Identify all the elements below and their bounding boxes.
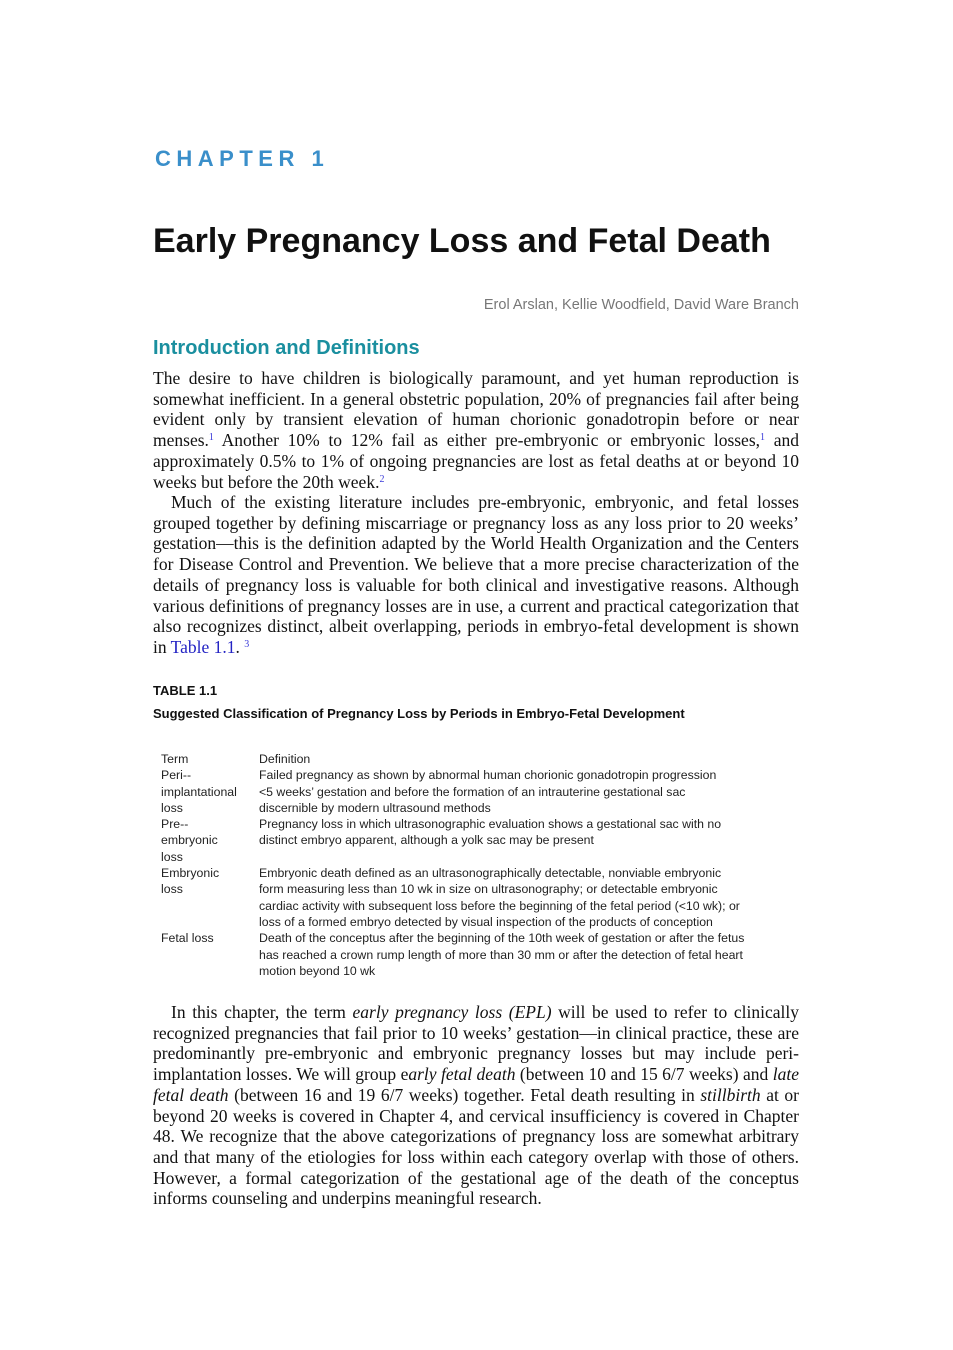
reference-superscript[interactable]: 1 (208, 432, 214, 444)
table-caption: Suggested Classification of Pregnancy Loss by Periods in Embryo-Fetal Development (153, 706, 685, 721)
term-line: implantational (161, 784, 237, 799)
definition-line: loss of a formed embryo detected by visual inspection of the products of conception (259, 914, 713, 929)
definition-line: Death of the conceptus after the beginning of the 10th week of gestation or after the fetus (259, 931, 745, 946)
paragraph-text: . (235, 636, 245, 657)
table-row (161, 930, 801, 979)
italic-term: late fetal death (153, 1064, 799, 1105)
table-header-row (161, 751, 801, 767)
definition-line: Failed pregnancy as shown by abnormal human chorionic gonadotropin progression (259, 768, 717, 783)
row-definition (259, 865, 801, 930)
author-list: Erol Arslan, Kellie Woodfield, David Ware Branch (483, 297, 799, 313)
reference-superscript[interactable]: 2 (379, 473, 385, 485)
paragraph-text: at or beyond 20 weeks is covered in Chapter 4, and cervical insufficiency is covered in Chapter 48. We recognize that the above categorizations of pregnancy loss are somewhat arbitrary and that many of the etiologies for loss within each category overlap with those of others. However, a formal categorization of the gestational age of the death of the conceptus informs counseling and underpins meaningful research. (153, 1084, 799, 1209)
reference-superscript[interactable]: 3 (244, 638, 250, 650)
reference-superscript[interactable]: 1 (760, 432, 766, 444)
header-definition: Definition (259, 752, 311, 766)
term-line: loss (161, 882, 183, 897)
italic-term: stillbirth (700, 1084, 761, 1105)
row-term (161, 865, 259, 930)
paragraph-definitions (153, 492, 799, 658)
paragraph-text: In this chapter, the term (171, 1002, 353, 1022)
paragraph-text: (between 16 and 19 6/7 weeks) together. Fetal death resulting in (228, 1084, 701, 1105)
italic-term: early pregnancy loss (EPL) (352, 1002, 552, 1022)
paragraph-text: Much of the existing literature includes pre-embryonic, embryonic, and fetal losses grouped together by defining miscarriage or pregnancy loss as any loss prior to 20 weeks’ gestation—this is the definition adapted by the World Health Organization and the Centers for Disease Control and Prevention. We believe that a more precise characterization of the details of pregnancy loss is valuable for both clinical and investigative reasons. Although various definitions of pregnancy losses are in use, a current and practical categorization that also recognizes distinct, albeit overlapping, periods in embryo-fetal development is shown in (153, 492, 799, 657)
row-term (161, 816, 259, 865)
definition-line: Embryonic death defined as an ultrasonographically detectable, nonviable embryonic (259, 866, 722, 881)
paragraph-text: and approximately 0.5% to 1% of ongoing pregnancies are lost as fetal deaths at or beyond 10 weeks but before the 20th week. (153, 430, 799, 492)
header-term: Term (161, 752, 189, 766)
term-line: Pre-- (161, 817, 189, 832)
paragraph-text: will be used to refer to clinically recognized pregnancies that fail prior to 10 weeks’ gestation—in clinical practice, these are predominantly pre-embryonic and embryonic pregnancy losses but may include peri-implantation losses. We will group e (153, 1002, 799, 1085)
term-line: loss (161, 800, 183, 815)
paragraph-text: Another 10% to 12% fail as either pre-embryonic or embryonic losses, (213, 430, 761, 451)
paragraph-chapter-scope (153, 1002, 799, 1209)
definition-line: motion beyond 10 wk (259, 963, 376, 978)
table-row (161, 816, 801, 865)
row-term (161, 767, 259, 816)
table-label: TABLE 1.1 (153, 683, 218, 698)
classification-table (161, 751, 801, 979)
definition-line: Pregnancy loss in which ultrasonographic evaluation shows a gestational sac with no (259, 817, 722, 832)
chapter-label: CHAPTER 1 (155, 146, 330, 171)
term-line: Peri-- (161, 768, 192, 783)
definition-line: <5 weeks’ gestation and before the formation of an intrauterine gestational sac (259, 784, 686, 799)
definition-line: cardiac activity with subsequent loss before the beginning of the fetal period (<10 wk); or (259, 898, 740, 913)
section-heading: Introduction and Definitions (153, 337, 420, 359)
italic-term: arly fetal death (408, 1064, 516, 1085)
table-link[interactable]: Table 1.1 (170, 636, 236, 657)
definition-line: has reached a crown rump length of more than 30 mm or after the detection of fetal heart (259, 947, 743, 962)
paragraph-text: (between 10 and 15 6/7 weeks) and (515, 1064, 773, 1085)
paragraph-intro (153, 368, 799, 492)
term-line: loss (161, 849, 183, 864)
definition-line: distinct embryo apparent, although a yolk sac may be present (259, 833, 594, 848)
definition-line: form measuring less than 10 wk in size on ultrasonography; or detectable embryonic (259, 882, 718, 897)
paragraph-text: The desire to have children is biologically paramount, and yet human reproduction is somewhat inefficient. In a general obstetric population, 20% of pregnancies fail after being evident only by transient elevation of human chorionic gonadotropin before or near menses. (153, 368, 799, 451)
term-line: Embryonic (161, 866, 220, 881)
table-row (161, 767, 801, 816)
row-term (161, 930, 259, 979)
table-body (161, 751, 801, 979)
term-line: embryonic (161, 833, 218, 848)
term-line: Fetal loss (161, 931, 214, 946)
table-row (161, 865, 801, 930)
definition-line: discernible by modern ultrasound methods (259, 800, 491, 815)
chapter-title: Early Pregnancy Loss and Fetal Death (153, 222, 771, 260)
row-definition (259, 767, 801, 816)
row-definition (259, 816, 801, 865)
row-definition (259, 930, 801, 979)
